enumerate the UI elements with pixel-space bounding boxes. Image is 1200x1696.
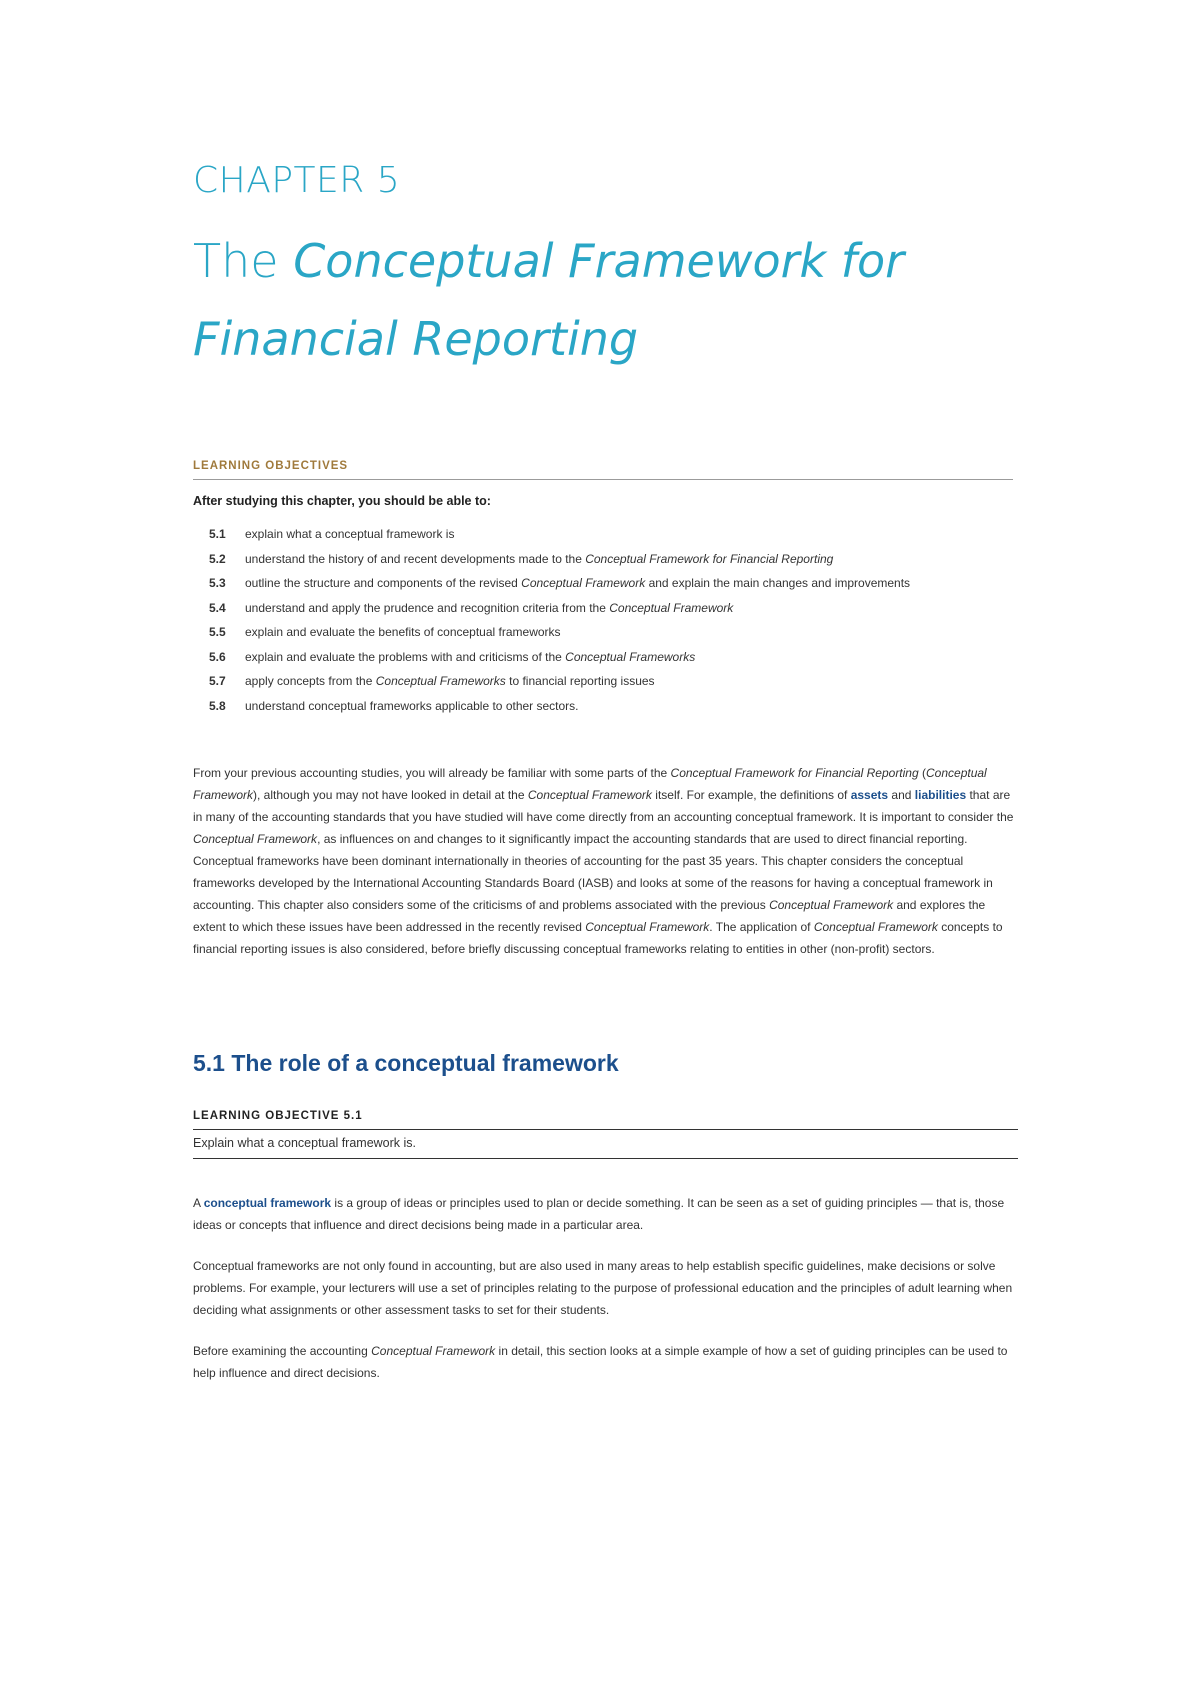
body-paragraph: A conceptual framework is a group of ideas or principles used to plan or decide something. It can be seen as a set of guiding principles — that is, those ideas or concepts that influence and direct decisions being made in a particular area. [193, 1196, 1005, 1232]
objective-item [193, 669, 1013, 694]
keyword-conceptual-framework[interactable]: conceptual framework [203, 1196, 332, 1210]
learning-objective-box [193, 1110, 1018, 1159]
keyword-assets[interactable]: assets [850, 788, 889, 802]
objective-item [193, 547, 1013, 572]
objective-number: 5.2 [209, 551, 226, 566]
learning-objectives-heading: LEARNING OBJECTIVES [193, 460, 1013, 480]
objective-item [193, 645, 1013, 670]
objective-number: 5.8 [209, 698, 226, 713]
objective-item [193, 596, 1013, 621]
objective-number: 5.3 [209, 576, 226, 590]
objective-text: explain what a conceptual framework is [245, 527, 455, 541]
objective-number: 5.7 [209, 674, 226, 688]
objective-item [193, 620, 1013, 645]
chapter-title [193, 222, 1013, 378]
intro-paragraph: From your previous accounting studies, you will already be familiar with some parts of the Conceptual Framework for Financial Reporting (Conceptual Framework), although you may not have looked in detail at the Conceptual Framework itself. For example, the definitions of assets and liabilities that are in many of the accounting standards that you have studied will have come directly from an accounting conceptual framework. It is important to consider the Conceptual Framework, as influences on and changes to it significantly impact the accounting standards that are used to direct financial reporting. Conceptual frameworks have been dominant internationally in theories of accounting for the past 35 years. This chapter considers the conceptual frameworks developed by the International Accounting Standards Board (IASB) and looks at some of the reasons for having a conceptual framework in accounting. This chapter also considers some of the criticisms of and problems associated with the previous Conceptual Framework and explores the extent to which these issues have been addressed in the recently revised Conceptual Framework. The application of Conceptual Framework concepts to financial reporting issues is also considered, before briefly discussing conceptual frameworks relating to entities in other (non-profit) sectors. [193, 766, 1014, 956]
objective-text: explain and evaluate the problems with and criticisms of the Conceptual Frameworks [245, 649, 696, 664]
objective-text: understand and apply the prudence and recognition criteria from the Conceptual Framework [245, 600, 734, 615]
learning-objective-text: Explain what a conceptual framework is. [193, 1130, 1018, 1159]
objective-number: 5.6 [209, 649, 226, 664]
objective-number: 5.1 [209, 527, 226, 541]
objective-text: understand conceptual frameworks applicable to other sectors. [245, 698, 579, 713]
body-paragraph: Conceptual frameworks are not only found in accounting, but are also used in many areas to help establish specific guidelines, make decisions or solve problems. For example, your lecturers will use a set of principles relating to the purpose of professional education and the principles of adult learning when deciding what assignments or other assessment tasks to set for their students. [193, 1259, 1013, 1317]
objective-item [193, 522, 1013, 547]
objective-text: apply concepts from the Conceptual Frameworks to financial reporting issues [245, 674, 655, 688]
keyword-liabilities[interactable]: liabilities [914, 788, 967, 802]
learning-objectives-intro: After studying this chapter, you should be able to: [193, 494, 491, 508]
objective-text: understand the history of and recent developments made to the Conceptual Framework for Financial Reporting [245, 551, 834, 566]
objective-item [193, 694, 1013, 719]
chapter-title-italic: Conceptual Framework for [293, 234, 905, 288]
objective-number: 5.4 [209, 600, 226, 615]
chapter-title-italic-line2: Financial Reporting [193, 312, 639, 366]
learning-objectives [193, 460, 1013, 718]
objective-number: 5.5 [209, 625, 226, 639]
learning-objective-heading: LEARNING OBJECTIVE 5.1 [193, 1110, 1018, 1130]
chapter-title-part: The [193, 234, 294, 288]
objective-item [193, 571, 1013, 596]
section-heading: 5.1 The role of a conceptual framework [193, 1050, 619, 1076]
learning-objectives-list [193, 522, 1013, 718]
body-paragraph: Before examining the accounting Conceptual Framework in detail, this section looks at a simple example of how a set of guiding principles can be used to help influence and direct decisions. [193, 1344, 1008, 1380]
chapter-label: CHAPTER 5 [193, 160, 401, 201]
objective-text: explain and evaluate the benefits of conceptual frameworks [245, 625, 561, 639]
objective-text: outline the structure and components of the revised Conceptual Framework and explain the main changes and improvements [245, 576, 911, 590]
